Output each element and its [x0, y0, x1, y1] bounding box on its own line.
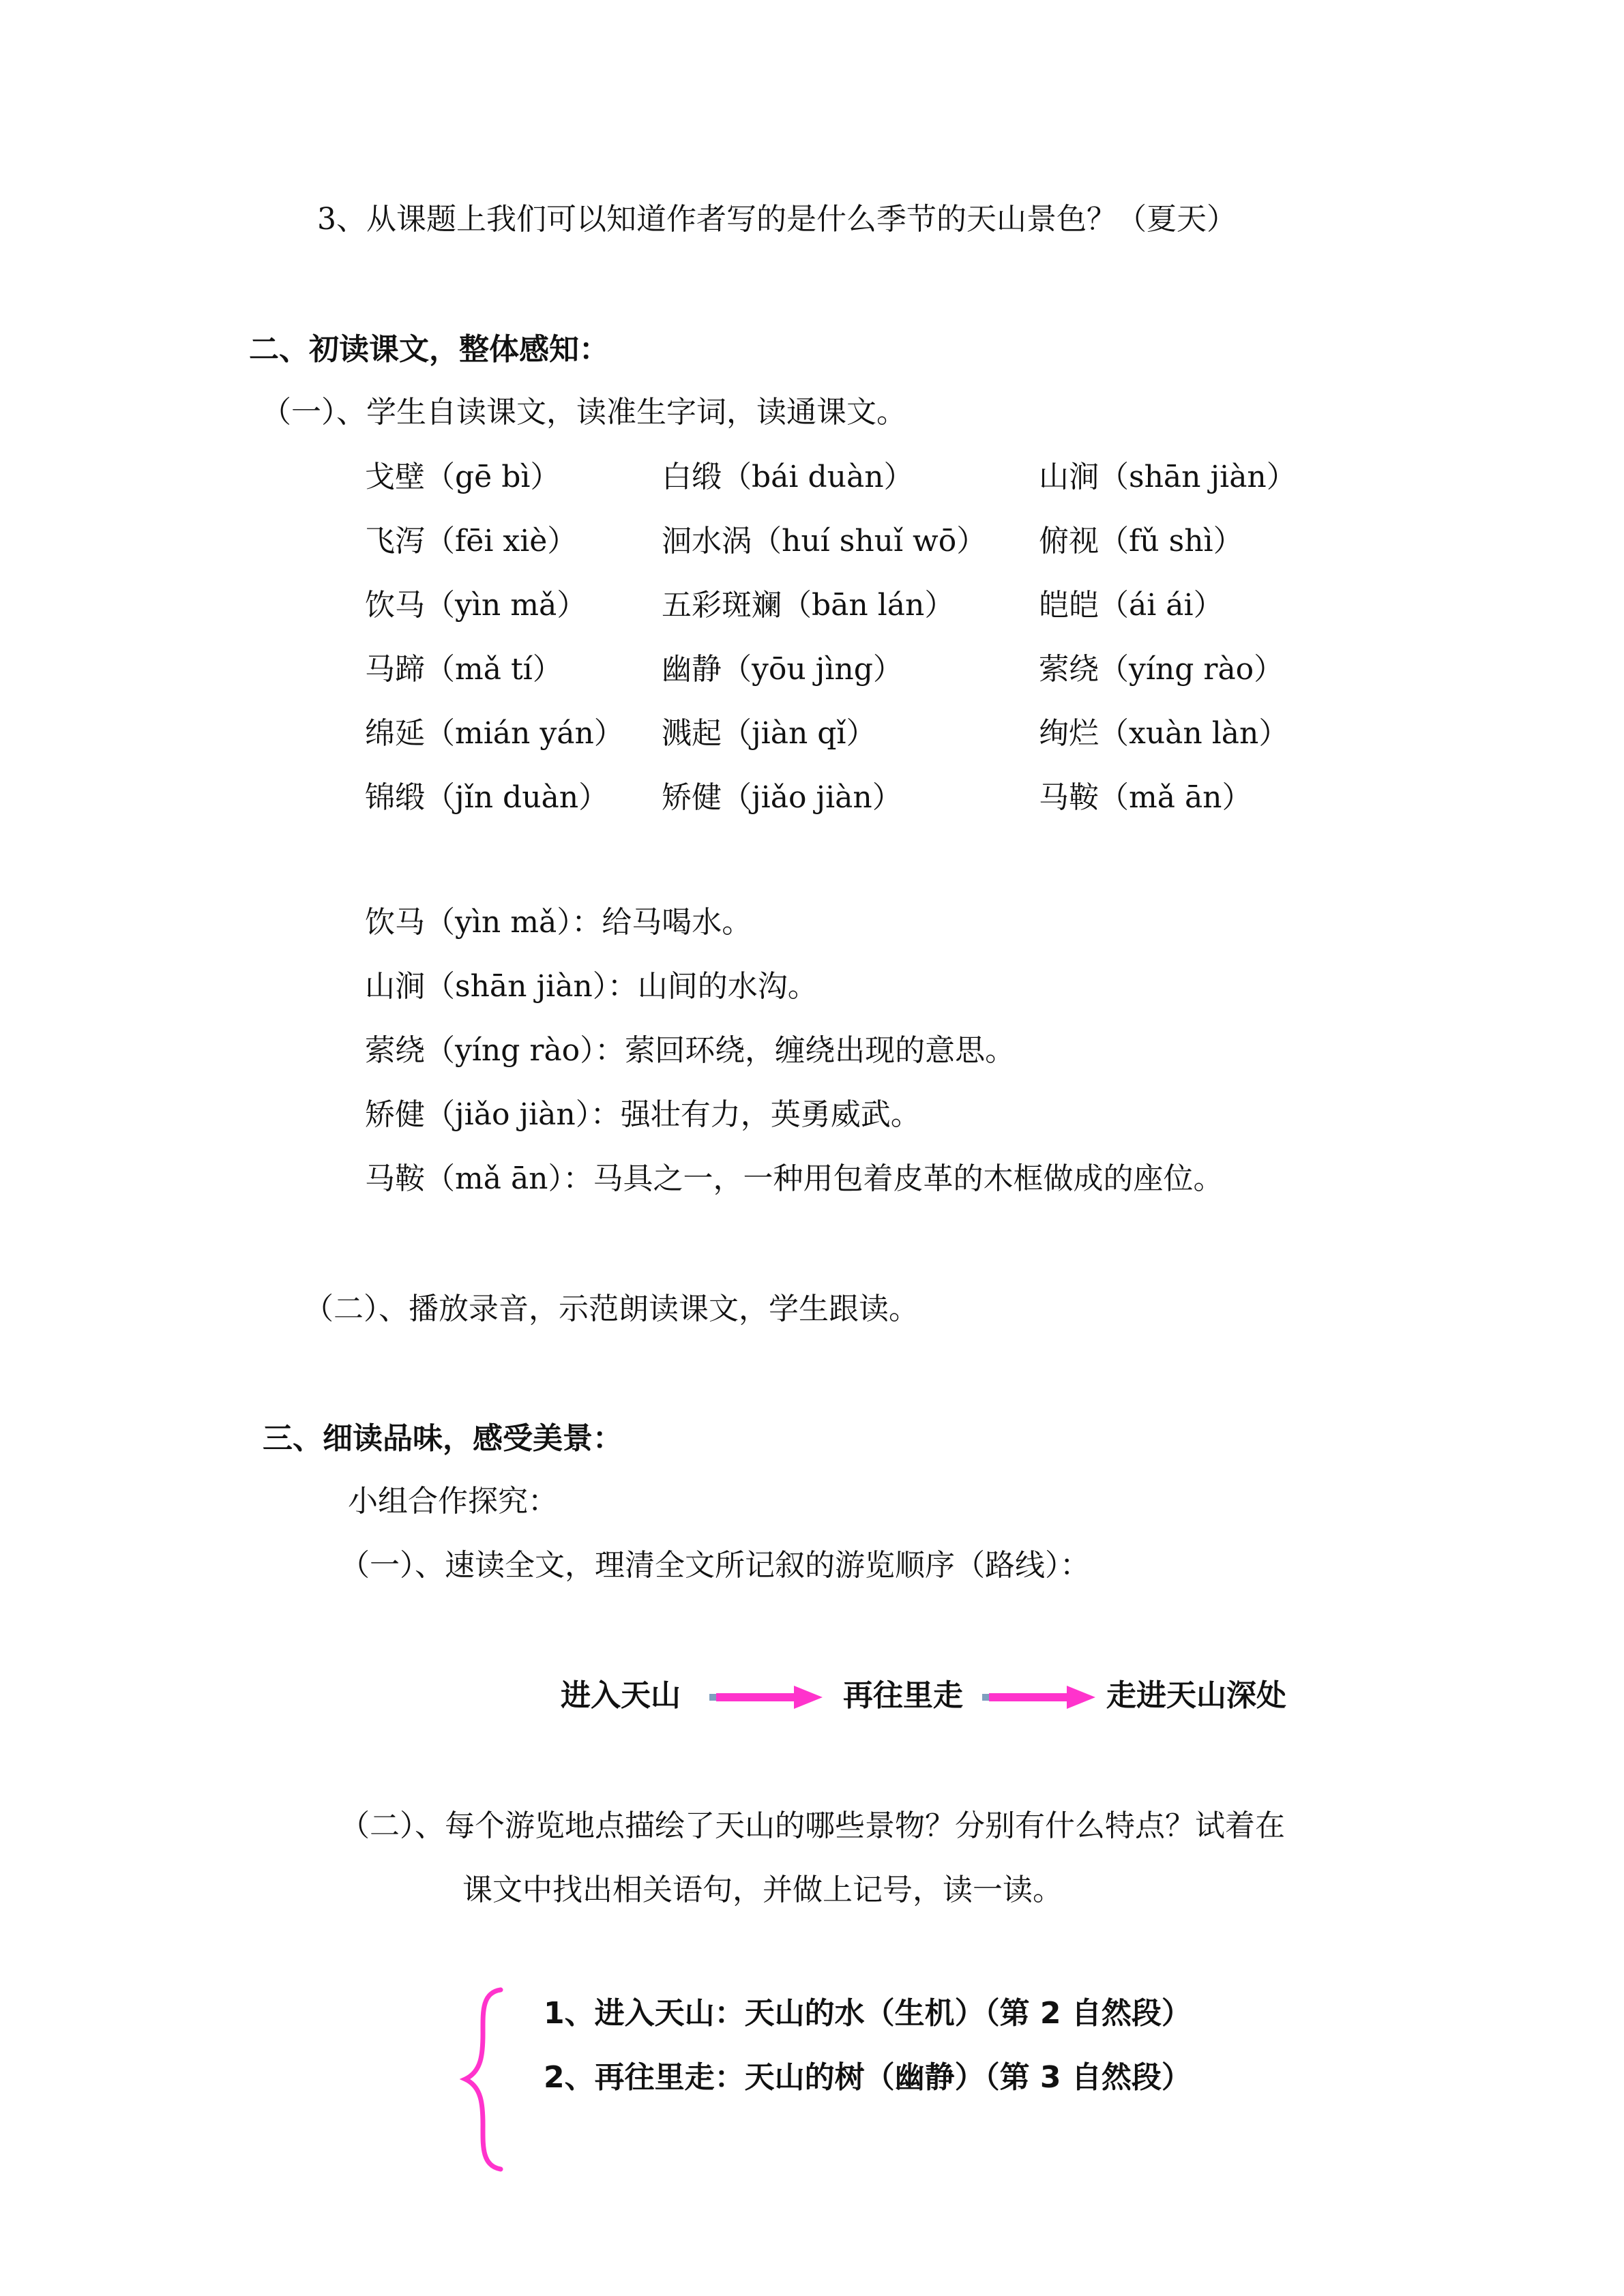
vocab-item: 白缎（bái duàn）: [662, 460, 914, 494]
vocab-item: 戈壁（gē bì）: [365, 460, 561, 494]
question-3: 3、从课题上我们可以知道作者写的是什么季节的天山景色？（夏天）: [317, 202, 1237, 237]
definition: 萦绕（yíng rào）：萦回环绕，缠绕出现的意思。: [365, 1033, 1016, 1068]
vocab-item: 幽静（yōu jìng）: [662, 652, 903, 687]
vocab-item: 饮马（yìn mǎ）: [365, 588, 587, 623]
section-2-sub1: （一）、学生自读课文，读准生字词，读通课文。: [261, 395, 906, 430]
definition: 饮马（yìn mǎ）：给马喝水。: [365, 905, 752, 940]
route-step: 走进天山深处: [1106, 1678, 1286, 1713]
section-2-title: 二、初读课文，整体感知：: [249, 332, 609, 367]
vocab-item: 五彩斑斓（bān lán）: [662, 588, 955, 623]
left-brace-icon: [458, 1986, 506, 2173]
arrow-right-icon: [709, 1682, 825, 1713]
route-step: 再往里走: [843, 1678, 963, 1713]
vocab-item: 马鞍（mǎ ān）: [1039, 780, 1252, 815]
point-2: 2、再往里走：天山的树（幽静）（第 3 自然段）: [544, 2060, 1192, 2095]
point-1: 1、进入天山：天山的水（生机）（第 2 自然段）: [544, 1996, 1192, 2031]
vocab-item: 绵延（mián yán）: [365, 716, 624, 751]
arrow-right-icon: [982, 1682, 1098, 1713]
definition: 矫健（jiǎo jiàn）：强壮有力，英勇威武。: [365, 1097, 921, 1132]
route-step: 进入天山: [561, 1678, 681, 1713]
vocab-item: 矫健（jiǎo jiàn）: [662, 780, 902, 815]
section-3-sub2-line2: 课文中找出相关语句，并做上记号，读一读。: [462, 1873, 1063, 1907]
vocab-item: 溅起（jiàn qǐ）: [662, 716, 876, 751]
vocab-item: 洄水涡（huí shuǐ wō）: [662, 524, 987, 558]
section-3-title: 三、细读品味，感受美景：: [263, 1421, 623, 1456]
vocab-item: 山涧（shān jiàn）: [1039, 460, 1297, 494]
vocab-item: 绚烂（xuàn làn）: [1039, 716, 1289, 751]
vocab-item: 锦缎（jǐn duàn）: [365, 780, 609, 815]
vocab-item: 萦绕（yíng rào）: [1039, 652, 1284, 687]
section-2-sub2: （二）、播放录音，示范朗读课文，学生跟读。: [304, 1292, 919, 1326]
vocab-item: 皑皑（ái ái）: [1039, 588, 1224, 623]
section-3-intro: 小组合作探究：: [348, 1484, 558, 1519]
section-3-sub1: （一）、速读全文，理清全文所记叙的游览顺序（路线）：: [340, 1548, 1090, 1583]
definition: 山涧（shān jiàn）：山间的水沟。: [365, 969, 818, 1004]
vocab-item: 飞泻（fēi xiè）: [365, 524, 578, 558]
vocab-item: 俯视（fǔ shì）: [1039, 524, 1243, 558]
vocab-item: 马蹄（mǎ tí）: [365, 652, 563, 687]
section-3-sub2-line1: （二）、每个游览地点描绘了天山的哪些景物？分别有什么特点？试着在: [340, 1808, 1285, 1843]
definition: 马鞍（mǎ ān）：马具之一，一种用包着皮革的木框做成的座位。: [365, 1161, 1224, 1196]
